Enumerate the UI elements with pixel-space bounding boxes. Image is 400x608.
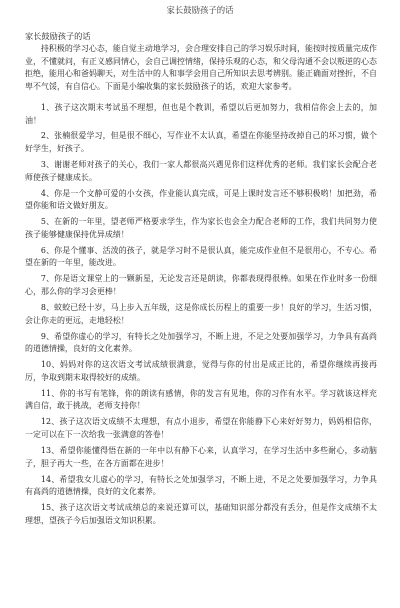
- document-body: [25, 31, 377, 528]
- list-item: 10、妈妈对你的这次语文考试成绩很满意，觉得与你的付出是成正比的，希望你继续再接再厉，争取到期末取得较好的成绩。: [25, 360, 377, 382]
- document-title: 家长鼓励孩子的话: [166, 5, 234, 15]
- list-item: 4、你是一个文静可爱的小女孩，作业能认真完成，可是上课时发言还不够积极哟！加把劲，希望你能和语文做好朋友。: [25, 188, 377, 211]
- section-title: 家长鼓励孩子的话: [25, 31, 91, 41]
- list-item: 2、张楠很爱学习，但是很不细心，写作业不太认真，希望在你能坚持改掉自己的坏习惯，做个好学生，好孩子。: [25, 131, 377, 154]
- list-item: 15、孩子这次语文考试成绩总的来说还算可以，基础知识部分都没有丢分，但是作文成绩不太理想，望孩子今后加强语文知识积累。: [25, 503, 377, 525]
- list-item: 11、你的书写有笔锋，你的朗读有感情，你的发言有见地，你的习作有水平。学习就该这样充满自信，敢于挑战，老师支持你！: [25, 388, 377, 411]
- list-item: 7、你是语文课堂上的一颗新星，无论发言还是朗读，你都表现得很棒。如果在作业时多一份细心，那么你的学习会更棒！: [25, 274, 377, 297]
- list-item: 14、希望我女儿虚心的学习，有特长之处加强学习，不断上进，不足之处要加强学习，力争具有高尚的道德情操，良好的文化素养。: [25, 474, 377, 497]
- list-item: 13、希望你能懂得悟在新的一年中以有静下心来，认真学习，在学习生活中多些耐心，多动脑子，胆子再大一些，在各方面都在进步！: [25, 445, 377, 468]
- list-item: 5、在新的一年里，望老师严格要求学生，作为家长也会全力配合老师的工作，我们共同努力使孩子能够健康保持优异成绩！: [25, 217, 377, 239]
- list-item: 6、你是个懂事、活泼的孩子，就是学习时不是很认真，能完成作业但不是很用心，不专心。希望在新的一年里，能改进。: [25, 245, 377, 268]
- list-item: 9、希望你虚心的学习，有特长之处加强学习，不断上进，不足之处要加强学习，力争具有高尚的道德情操，良好的文化素养。: [25, 331, 377, 354]
- intro-paragraph: 持积极的学习心态，能自觉主动地学习，会合理安排自己的学习娱乐时间，能按时按质量完成作业，不懂就问，有正义感同情心，会自己调控情绪，保持乐观的心态，和父母沟通不会以叛逆的心态拒绝，能用心和爸妈聊天，对生活中的人和事学会用自己所知识去思考辨别。能正确面对挫折，不自卑不气馁，有自信心。下面是小编收集的家长鼓励孩子的话，欢迎大家参考。: [25, 44, 377, 92]
- list-item: 1、孩子这次期末考试虽不理想，但也是个教训，希望以后更加努力，我相信你会上去的，加油！: [25, 102, 377, 125]
- list-item: 8、蚊蛟已经十岁，马上步入五年级，这是你成长历程上的重要一步！良好的学习，生活习惯，会让你走的更远，走地轻松！: [25, 302, 377, 325]
- list-item: 12、孩子这次语文成绩不太理想，有点小退步，希望在你能静下心来好好努力，妈妈相信你，一定可以在下一次给我一张满意的答卷！: [25, 417, 377, 440]
- list-item: 3、谢谢老师对孩子的关心，我们一家人都很高兴遇见你们这样优秀的老师。我们家长会配合老师使孩子健康成长。: [25, 160, 377, 182]
